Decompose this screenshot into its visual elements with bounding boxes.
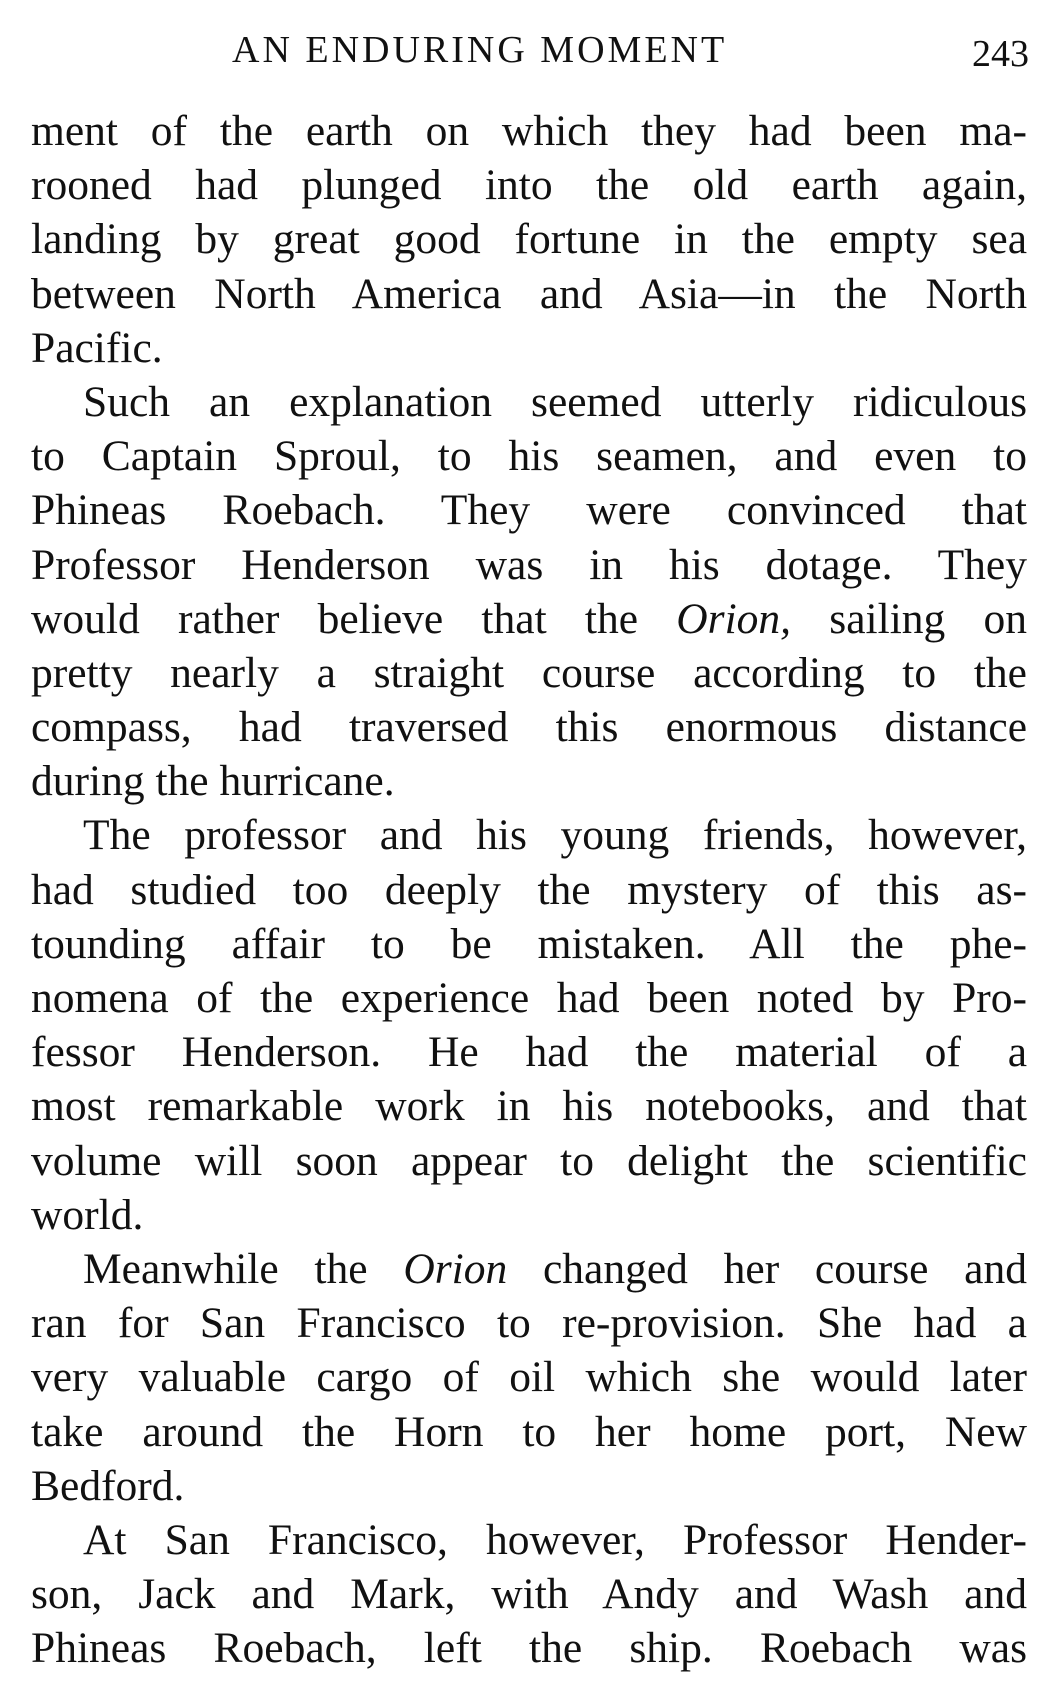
text-line: rooned had plunged into the old earth again, bbox=[31, 161, 1027, 210]
text-line: Professor Henderson was in his dotage. They bbox=[31, 540, 1027, 589]
text-line: very valuable cargo of oil which she would later bbox=[31, 1353, 1027, 1402]
body-text bbox=[31, 104, 1027, 1675]
text-line: volume will soon appear to delight the scientific bbox=[31, 1136, 1027, 1185]
text-line: world. bbox=[31, 1190, 144, 1239]
text-line: Pacific. bbox=[31, 323, 163, 372]
text-line: take around the Horn to her home port, New bbox=[31, 1407, 1027, 1456]
text-line: during the hurricane. bbox=[31, 757, 395, 806]
text-line: compass, had traversed this enormous distance bbox=[31, 703, 1027, 752]
text-line: Phineas Roebach, left the ship. Roebach was bbox=[31, 1624, 1027, 1673]
ship-name-italic: Orion bbox=[403, 1244, 508, 1293]
text-line: most remarkable work in his notebooks, and that bbox=[31, 1082, 1027, 1131]
text-line: Phineas Roebach. They were convinced that bbox=[31, 486, 1027, 535]
text-line: had studied too deeply the mystery of this as- bbox=[31, 865, 1027, 914]
text-run: Meanwhile the bbox=[83, 1244, 404, 1293]
running-head bbox=[0, 24, 1055, 74]
text-line: fessor Henderson. He had the material of a bbox=[31, 1028, 1027, 1077]
text-line: tounding affair to be mistaken. All the phe- bbox=[31, 919, 1027, 968]
text-line: The professor and his young friends, however, bbox=[83, 811, 1027, 860]
text-line bbox=[31, 1242, 1027, 1296]
text-line: Such an explanation seemed utterly ridiculous bbox=[83, 377, 1027, 426]
text-line: landing by great good fortune in the empty sea bbox=[31, 215, 1027, 264]
text-run: would rather believe that the bbox=[31, 594, 677, 643]
text-run: sailing on bbox=[791, 594, 1027, 643]
text-line: son, Jack and Mark, with Andy and Wash and bbox=[31, 1570, 1027, 1619]
ship-name-italic: Orion, bbox=[676, 594, 792, 643]
text-line: between North America and Asia—in the North bbox=[31, 269, 1027, 318]
text-line: ran for San Francisco to re-provision. She had a bbox=[31, 1299, 1027, 1348]
text-line: nomena of the experience had been noted by Pro- bbox=[31, 974, 1027, 1022]
text-run: changed her course and bbox=[507, 1244, 1027, 1293]
page-number: 243 bbox=[972, 33, 1029, 75]
text-line: At San Francisco, however, Professor Hender- bbox=[83, 1515, 1027, 1564]
text-line: Bedford. bbox=[31, 1461, 185, 1510]
text-line: ment of the earth on which they had been ma- bbox=[31, 107, 1027, 155]
text-line bbox=[31, 592, 1027, 646]
running-title: AN ENDURING MOMENT bbox=[232, 29, 728, 71]
text-line: to Captain Sproul, to his seamen, and even to bbox=[31, 432, 1027, 481]
text-line: pretty nearly a straight course according to the bbox=[31, 648, 1027, 697]
